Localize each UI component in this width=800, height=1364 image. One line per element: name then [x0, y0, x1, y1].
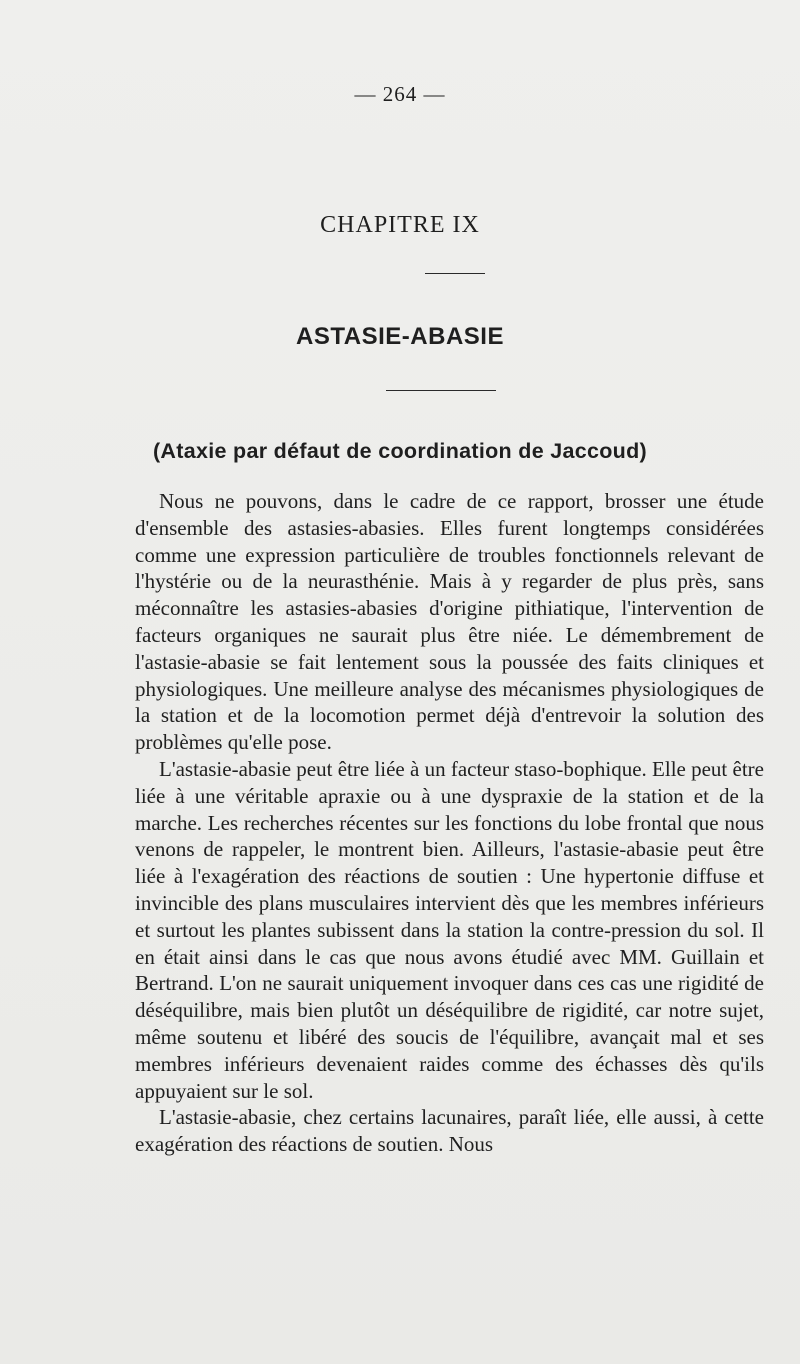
- paragraph: L'astasie-abasie, chez certains lacunaires, paraît liée, elle aussi, à cette exagération des réactions de soutien. Nous: [135, 1105, 764, 1157]
- chapter-title: ASTASIE-ABASIE: [296, 323, 504, 350]
- page-number: — 264 —: [354, 82, 446, 106]
- body-text: [135, 488, 764, 1158]
- title-divider: [386, 390, 496, 391]
- chapter-heading: CHAPITRE IX: [320, 212, 480, 238]
- chapter-subtitle: (Ataxie par défaut de coordination de Jaccoud): [152, 439, 648, 463]
- paragraph: Nous ne pouvons, dans le cadre de ce rapport, brosser une étude d'ensemble des astasies-abasies. Elles furent longtemps considérées comme une expression particulière de troubles fonctionnels relevant de l'hystérie ou de la neurasthénie. Mais à y regarder de plus près, sans méconnaître les astasies-abasies d'origine pithiatique, l'intervention de facteurs organiques ne saurait plus être niée. Le démembrement de l'astasie-abasie se fait lentement sous la poussée des faits cliniques et physiologiques. Une meilleure analyse des mécanismes physiologiques de la station et de la locomotion permet déjà d'entrevoir la solution des problèmes qu'elle pose.: [135, 489, 764, 755]
- chapter-divider: [425, 273, 485, 274]
- paragraph: L'astasie-abasie peut être liée à un facteur staso-bophique. Elle peut être liée à une véritable apraxie ou à une dyspraxie de la station et de la marche. Les recherches récentes sur les fonctions du lobe frontal que nous venons de rappeler, le montrent bien. Ailleurs, l'astasie-abasie peut être liée à l'exagération des réactions de soutien : Une hypertonie diffuse et invincible des plans musculaires intervient dès que les membres inférieurs et surtout les plantes subissent dans la station la contre-pression du sol. Il en était ainsi dans le cas que nous avons étudié avec MM. Guillain et Bertrand. L'on ne saurait uniquement invoquer dans ces cas une rigidité de déséquilibre, mais bien plutôt un déséquilibre de rigidité, car notre sujet, même soutenu et libéré des soucis de l'équilibre, avançait mal et ses membres inférieurs devenaient raides comme des échasses dès qu'ils appuyaient sur le sol.: [135, 756, 764, 1103]
